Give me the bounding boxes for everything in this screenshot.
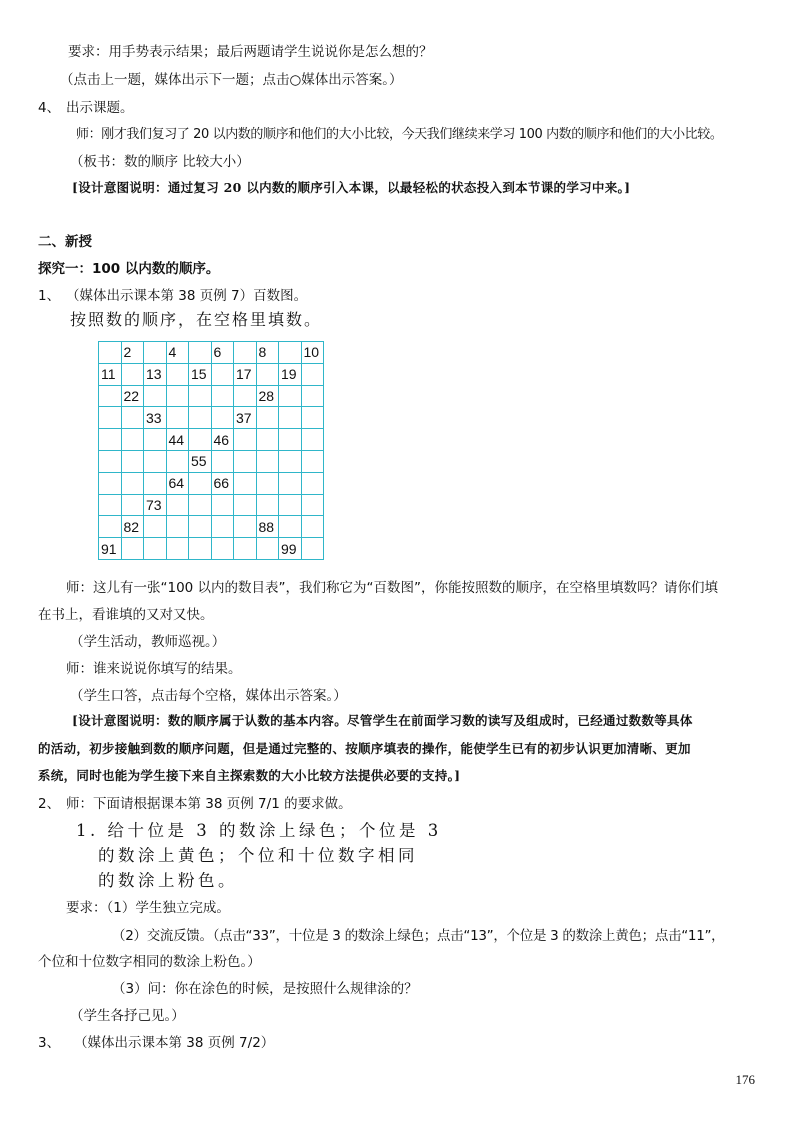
chart-cell [301,450,324,472]
chart-cell [99,516,122,538]
chart-cell [234,429,257,451]
chart-cell [279,407,302,429]
item-2-text: 师：下面请根据课本第 38 页例 7/1 的要求做。 [66,796,352,812]
chart-cell: 22 [121,385,144,407]
chart-cell [99,450,122,472]
chart-cell [166,450,189,472]
chart-row [99,516,324,538]
teacher-question-line-1: 师：这儿有一张“100 以内的数目表”，我们称它为“百数图”，你能按照数的顺序，在空格里填数吗？请你们填 [66,580,719,596]
requirement-1: 要求：（1）学生独立完成。 [66,900,230,916]
student-activity: （学生活动，教师巡视。） [70,634,226,650]
chart-cell [301,538,324,560]
item-number-1: 1、 [38,288,61,304]
section-heading-new-lesson: 二、新授 [38,234,92,250]
chart-cell [234,472,257,494]
design-intent-2-line-3: 系统，同时也能为学生接下来自主探索数的大小比较方法提供必要的支持。] [38,768,461,783]
chart-cell [166,363,189,385]
chart-cell [211,407,234,429]
chart-cell [301,407,324,429]
chart-cell [256,538,279,560]
chart-cell [234,516,257,538]
chart-cell [234,494,257,516]
chart-cell [279,494,302,516]
chart-cell [144,472,167,494]
chart-cell: 88 [256,516,279,538]
chart-cell [301,429,324,451]
chart-cell: 55 [189,450,212,472]
chart-cell [211,363,234,385]
coloring-task-line-2: 的数涂上黄色；个位和十位数字相同 [98,846,418,865]
chart-row [99,538,324,560]
chart-cell [256,407,279,429]
exploration-heading: 探究一：100 以内数的顺序。 [38,261,220,277]
chart-cell [234,385,257,407]
chart-cell [189,407,212,429]
chart-cell: 2 [121,342,144,364]
chart-cell [121,363,144,385]
chart-row [99,429,324,451]
chart-cell [121,494,144,516]
requirement-3: （3）问：你在涂色的时候，是按照什么规律涂的？ [112,981,418,997]
chart-cell: 17 [234,363,257,385]
chart-cell [279,342,302,364]
chart-cell [279,516,302,538]
chart-row [99,342,324,364]
chart-cell [279,429,302,451]
chart-cell [144,538,167,560]
chart-cell: 37 [234,407,257,429]
chart-cell: 46 [211,429,234,451]
chart-cell [211,385,234,407]
chart-cell [256,494,279,516]
chart-cell [166,494,189,516]
chart-cell [256,429,279,451]
chart-cell [166,385,189,407]
coloring-task-line-3: 的数涂上粉色。 [98,871,238,890]
student-opinions: （学生各抒己见。） [70,1008,185,1024]
item-1-text: （媒体出示课本第 38 页例 7）百数图。 [66,288,308,304]
chart-cell [234,538,257,560]
teacher-question-line-2: 在书上，看谁填的又对又快。 [38,607,214,623]
chart-cell [211,450,234,472]
board-writing: （板书：数的顺序 比较大小） [70,154,250,170]
chart-cell [211,516,234,538]
chart-cell [189,472,212,494]
chart-cell [99,342,122,364]
chart-cell [234,450,257,472]
chart-cell [189,385,212,407]
chart-row [99,472,324,494]
chart-row [99,450,324,472]
chart-cell [211,538,234,560]
media-note: （点击上一题，媒体出示下一题；点击○媒体出示答案。） [60,72,403,88]
chart-cell: 66 [211,472,234,494]
chart-cell [144,516,167,538]
hundred-chart [98,341,324,560]
chart-cell: 99 [279,538,302,560]
figure-caption: 按照数的顺序，在空格里填数。 [70,310,323,329]
chart-row [99,363,324,385]
item-number-2: 2、 [38,796,61,812]
chart-cell: 33 [144,407,167,429]
chart-row [99,494,324,516]
chart-cell [211,494,234,516]
chart-cell [99,429,122,451]
chart-cell: 8 [256,342,279,364]
chart-cell: 82 [121,516,144,538]
chart-cell: 91 [99,538,122,560]
chart-cell [166,538,189,560]
chart-cell [189,538,212,560]
design-intent-1: [设计意图说明：通过复习 20 以内数的顺序引入本课，以最轻松的状态投入到本节课的学习中来。] [72,180,631,195]
chart-cell [144,450,167,472]
chart-cell [121,538,144,560]
design-intent-2-line-1: [设计意图说明：数的顺序属于认数的基本内容。尽管学生在前面学习数的读写及组成时，已经通过数数等具体 [72,713,693,728]
chart-cell: 19 [279,363,302,385]
chart-cell: 10 [301,342,324,364]
chart-cell [301,363,324,385]
requirement-2-line-1: （2）交流反馈。（点击“33”，十位是 3 的数涂上绿色；点击“13”，个位是 3 的数涂上黄色；点击“11”， [112,928,725,944]
chart-row [99,407,324,429]
chart-cell [301,385,324,407]
chart-cell [99,494,122,516]
chart-cell [121,429,144,451]
chart-cell [301,472,324,494]
design-intent-2-line-2: 的活动，初步接触到数的顺序问题，但是通过完整的、按顺序填表的操作，能使学生已有的初步认识更加清晰、更加 [38,741,691,756]
page-number: 176 [735,1072,755,1087]
chart-cell: 64 [166,472,189,494]
chart-cell [189,494,212,516]
chart-cell: 73 [144,494,167,516]
chart-cell: 44 [166,429,189,451]
chart-cell [99,472,122,494]
chart-cell [121,472,144,494]
chart-cell [279,472,302,494]
chart-cell [144,429,167,451]
oral-answer-note: （学生口答，点击每个空格，媒体出示答案。） [70,688,347,704]
chart-cell [99,385,122,407]
chart-cell: 4 [166,342,189,364]
teacher-ask-results: 师：谁来说说你填写的结果。 [66,661,242,677]
chart-cell: 13 [144,363,167,385]
chart-cell [121,407,144,429]
requirement-2-line-2: 个位和十位数字相同的数涂上粉色。） [38,954,261,970]
chart-cell: 6 [211,342,234,364]
chart-cell [189,342,212,364]
chart-cell: 15 [189,363,212,385]
chart-cell [301,516,324,538]
chart-cell [256,363,279,385]
chart-cell [166,407,189,429]
chart-cell [256,450,279,472]
item-number-3: 3、 [38,1035,61,1051]
chart-cell: 28 [256,385,279,407]
chart-cell [189,516,212,538]
chart-cell [301,494,324,516]
chart-cell [279,450,302,472]
chart-cell [121,450,144,472]
item-3-text: （媒体出示课本第 38 页例 7/2） [74,1035,275,1051]
chart-row [99,385,324,407]
chart-cell [144,342,167,364]
chart-cell [234,342,257,364]
coloring-task-line-1: 1. 给十位是 3 的数涂上绿色；个位是 3 [76,821,442,840]
chart-cell [256,472,279,494]
chart-cell [144,385,167,407]
chart-cell [279,385,302,407]
chart-cell [166,516,189,538]
requirement-line: 要求：用手势表示结果；最后两题请学生说说你是怎么想的？ [68,44,433,60]
item-4-text: 出示课题。 [66,100,134,116]
item-number-4: 4、 [38,100,61,116]
chart-cell: 11 [99,363,122,385]
chart-cell [189,429,212,451]
teacher-review-line: 师：刚才我们复习了 20 以内数的顺序和他们的大小比较，今天我们继续来学习 100 内数的顺序和他们的大小比较。 [76,127,723,142]
chart-cell [99,407,122,429]
